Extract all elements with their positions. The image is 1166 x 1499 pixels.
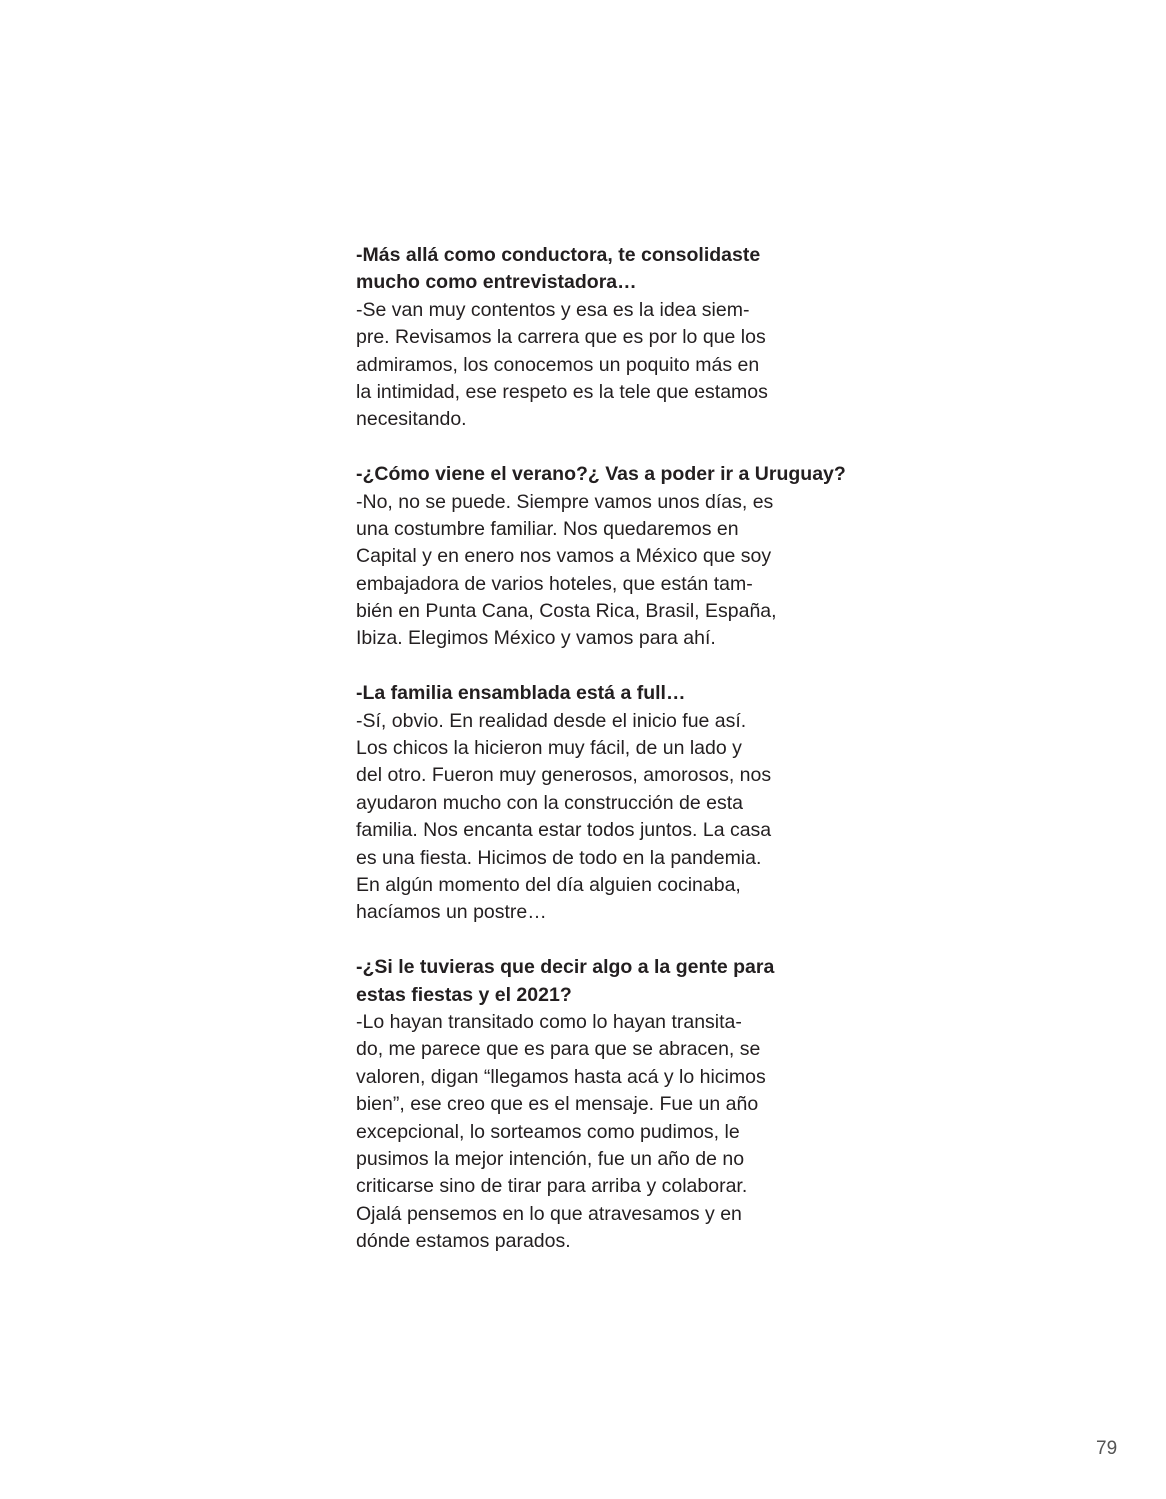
answer-line: es una fiesta. Hicimos de todo en la pandemia. <box>356 846 762 869</box>
question <box>356 242 816 297</box>
answer-line: bien”, ese creo que es el mensaje. Fue un año <box>356 1093 759 1116</box>
answer-line: familia. Nos encanta estar todos juntos. La casa <box>356 819 772 842</box>
answer-line: -No, no se puede. Siempre vamos unos días, es <box>356 490 774 513</box>
answer-line: la intimidad, ese respeto es la tele que estamos <box>356 380 768 403</box>
qa-block <box>356 954 816 1255</box>
answer-line: hacíamos un postre… <box>356 901 547 924</box>
answer-line: pusimos la mejor intención, fue un año de no <box>356 1147 745 1170</box>
answer <box>356 1009 816 1256</box>
answer-line: Ibiza. Elegimos México y vamos para ahí. <box>356 627 716 650</box>
qa-block <box>356 242 816 434</box>
question-line: -Más allá como conductora, te consolidaste <box>356 244 761 266</box>
question-line: -La familia ensamblada está a full… <box>356 682 686 705</box>
answer-line: admiramos, los conocemos un poquito más en <box>356 353 760 376</box>
question <box>356 954 816 1009</box>
question <box>356 680 816 707</box>
question <box>356 461 846 488</box>
answer-line: Los chicos la hicieron muy fácil, de un lado y <box>356 737 742 760</box>
qa-block <box>356 680 816 927</box>
qa-block <box>356 461 846 653</box>
page-number: 79 <box>1096 1438 1118 1459</box>
answer-line: -Sí, obvio. En realidad desde el inicio fue así. <box>356 709 747 732</box>
answer-line: embajadora de varios hoteles, que están tam- <box>356 572 753 595</box>
answer <box>356 708 816 927</box>
interview-article <box>356 242 846 1283</box>
answer-line: ayudaron mucho con la construcción de esta <box>356 791 743 814</box>
answer-line: valoren, digan “llegamos hasta acá y lo hicimos <box>356 1065 766 1088</box>
answer-line: -Lo hayan transitado como lo hayan transita- <box>356 1010 742 1033</box>
answer-line: Capital y en enero nos vamos a México que soy <box>356 545 772 568</box>
answer-line: del otro. Fueron muy generosos, amorosos, nos <box>356 764 772 787</box>
answer-line: necesitando. <box>356 408 467 431</box>
answer-line: una costumbre familiar. Nos quedaremos en <box>356 517 739 540</box>
answer-line: Ojalá pensemos en lo que atravesamos y en <box>356 1202 742 1225</box>
answer-line: criticarse sino de tirar para arriba y colaborar. <box>356 1175 748 1198</box>
answer <box>356 297 816 434</box>
answer-line: do, me parece que es para que se abracen, se <box>356 1038 761 1061</box>
question-line: mucho como entrevistadora… <box>356 271 637 294</box>
answer-line: excepcional, lo sorteamos como pudimos, le <box>356 1120 740 1143</box>
answer-line: -Se van muy contentos y esa es la idea siem- <box>356 298 750 321</box>
question-line: -¿Cómo viene el verano?¿ Vas a poder ir a Uruguay? <box>356 463 846 486</box>
answer-line: dónde estamos parados. <box>356 1230 571 1253</box>
answer <box>356 489 816 653</box>
question-line: -¿Si le tuvieras que decir algo a la gente para <box>356 956 775 979</box>
answer-line: En algún momento del día alguien cocinaba, <box>356 873 741 896</box>
answer-line: bién en Punta Cana, Costa Rica, Brasil, España, <box>356 600 777 623</box>
question-line: estas fiestas y el 2021? <box>356 983 572 1006</box>
answer-line: pre. Revisamos la carrera que es por lo que los <box>356 326 766 349</box>
